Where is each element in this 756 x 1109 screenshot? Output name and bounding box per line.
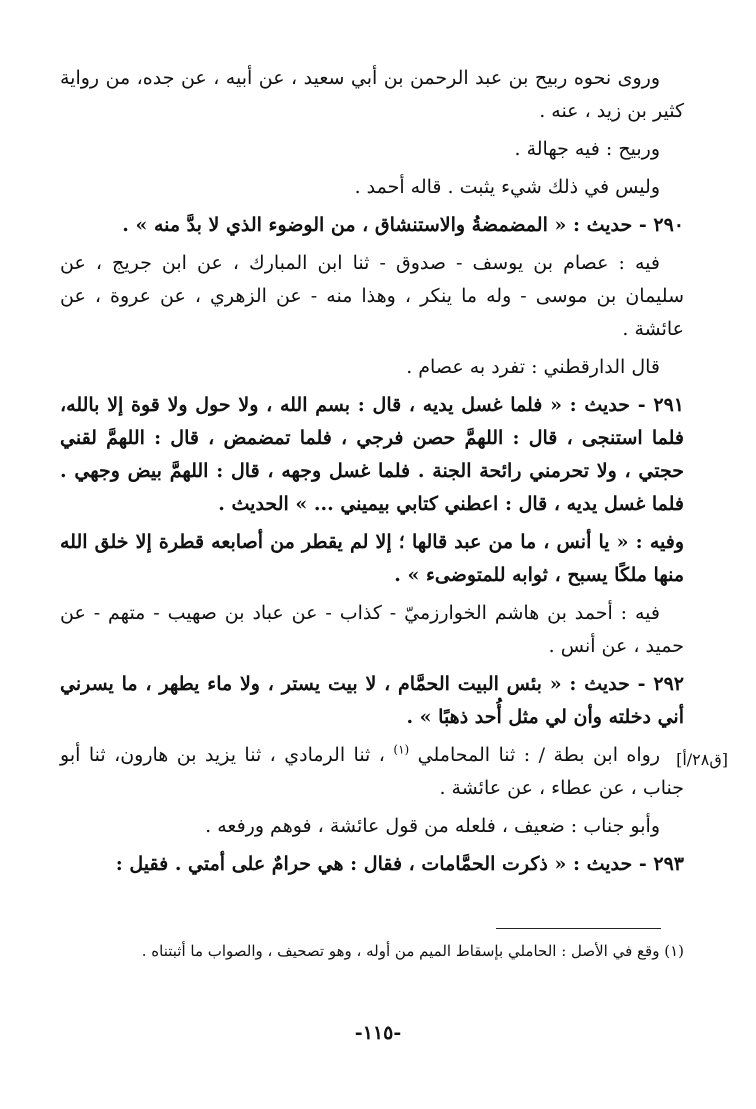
paragraph-9: فيه : أحمد بن هاشم الخوارزميّ - كذاب - عن عباد بن صهيب - متهم - عن حميد ، عن أنس . (60, 602, 684, 657)
paragraph-6: قال الدارقطني : تفرد به عصام . (406, 356, 660, 378)
paragraph-5: فيه : عصام بن يوسف - صدوق - ثنا ابن المبارك ، عن ابن جريج ، عن سليمان بن موسى - وله ما ينكر ، وهذا منه - عن الزهري ، عن عروة ، عن عائشة . (60, 252, 684, 340)
page-number: -١١٥- (354, 1022, 402, 1044)
main-text (60, 62, 728, 886)
hadith-293-heading: ٢٩٣ - حديث : « ذكرت الحمَّامات ، فقال : هي حرامٌ على أمتي . فقيل : (115, 853, 684, 875)
hadith-291-heading: ٢٩١ - حديث : « فلما غسل يديه ، قال : بسم الله ، ولا حول ولا قوة إلا بالله، فلما استنجى ، قال : اللهمَّ حصن فرجي ، فلما تمضمض ، قال : اللهمَّ لقني حجتي ، ولا تحرمني رائحة الجنة . فلما غسل وجهه ، قال : اللهمَّ بيض وجهي . فلما غسل يديه ، قال : اعطني كتابي بيميني ... » الحديث . (60, 394, 684, 515)
paragraph-11-before: رواه ابن بطة / : ثنا المحاملي (417, 744, 660, 766)
paragraph-with-footnote-ref (60, 739, 728, 805)
footnote: (١) وقع في الأصل : الحاملي بإسقاط الميم من أوله ، وهو تصحيف ، والصواب ما أثبتناه . (141, 942, 684, 960)
manuscript-folio-note: [ق٢٨/أ] (676, 750, 728, 769)
hadith-291-continuation: وفيه : « يا أنس ، ما من عبد قالها ؛ إلا لم يقطر من أصابعه قطرة إلا خلق الله منها ملكًا يسبح ، ثوابه للمتوضىء » . (60, 531, 684, 586)
footnote-reference[interactable]: (١) (393, 742, 410, 757)
footnote-divider (496, 928, 661, 929)
paragraph-11-after: ، ثنا الرمادي ، ثنا يزيد بن هارون، ثنا أبو جناب ، عن عطاء ، عن عائشة . (60, 744, 684, 799)
hadith-292-heading: ٢٩٢ - حديث : « بئس البيت الحمَّام ، لا بيت يستر ، ولا ماء يطهر ، ما يسرني أني دخلته وأن لي مثل أُحد ذهبًا » . (60, 673, 684, 728)
hadith-290-heading: ٢٩٠ - حديث : « المضمضةُ والاستنشاق ، من الوضوء الذي لا بدَّ منه » . (122, 214, 684, 236)
paragraph-1: وروى نحوه ربيح بن عبد الرحمن بن أبي سعيد ، عن أبيه ، عن جده، من رواية كثير بن زيد ، عنه . (60, 67, 684, 122)
paragraph-2: وربيح : فيه جهالة . (514, 138, 660, 160)
paragraph-3: وليس في ذلك شيء يثبت . قاله أحمد . (354, 176, 660, 198)
paragraph-12: وأبو جناب : ضعيف ، فلعله من قول عائشة ، فوهم ورفعه . (205, 815, 660, 837)
